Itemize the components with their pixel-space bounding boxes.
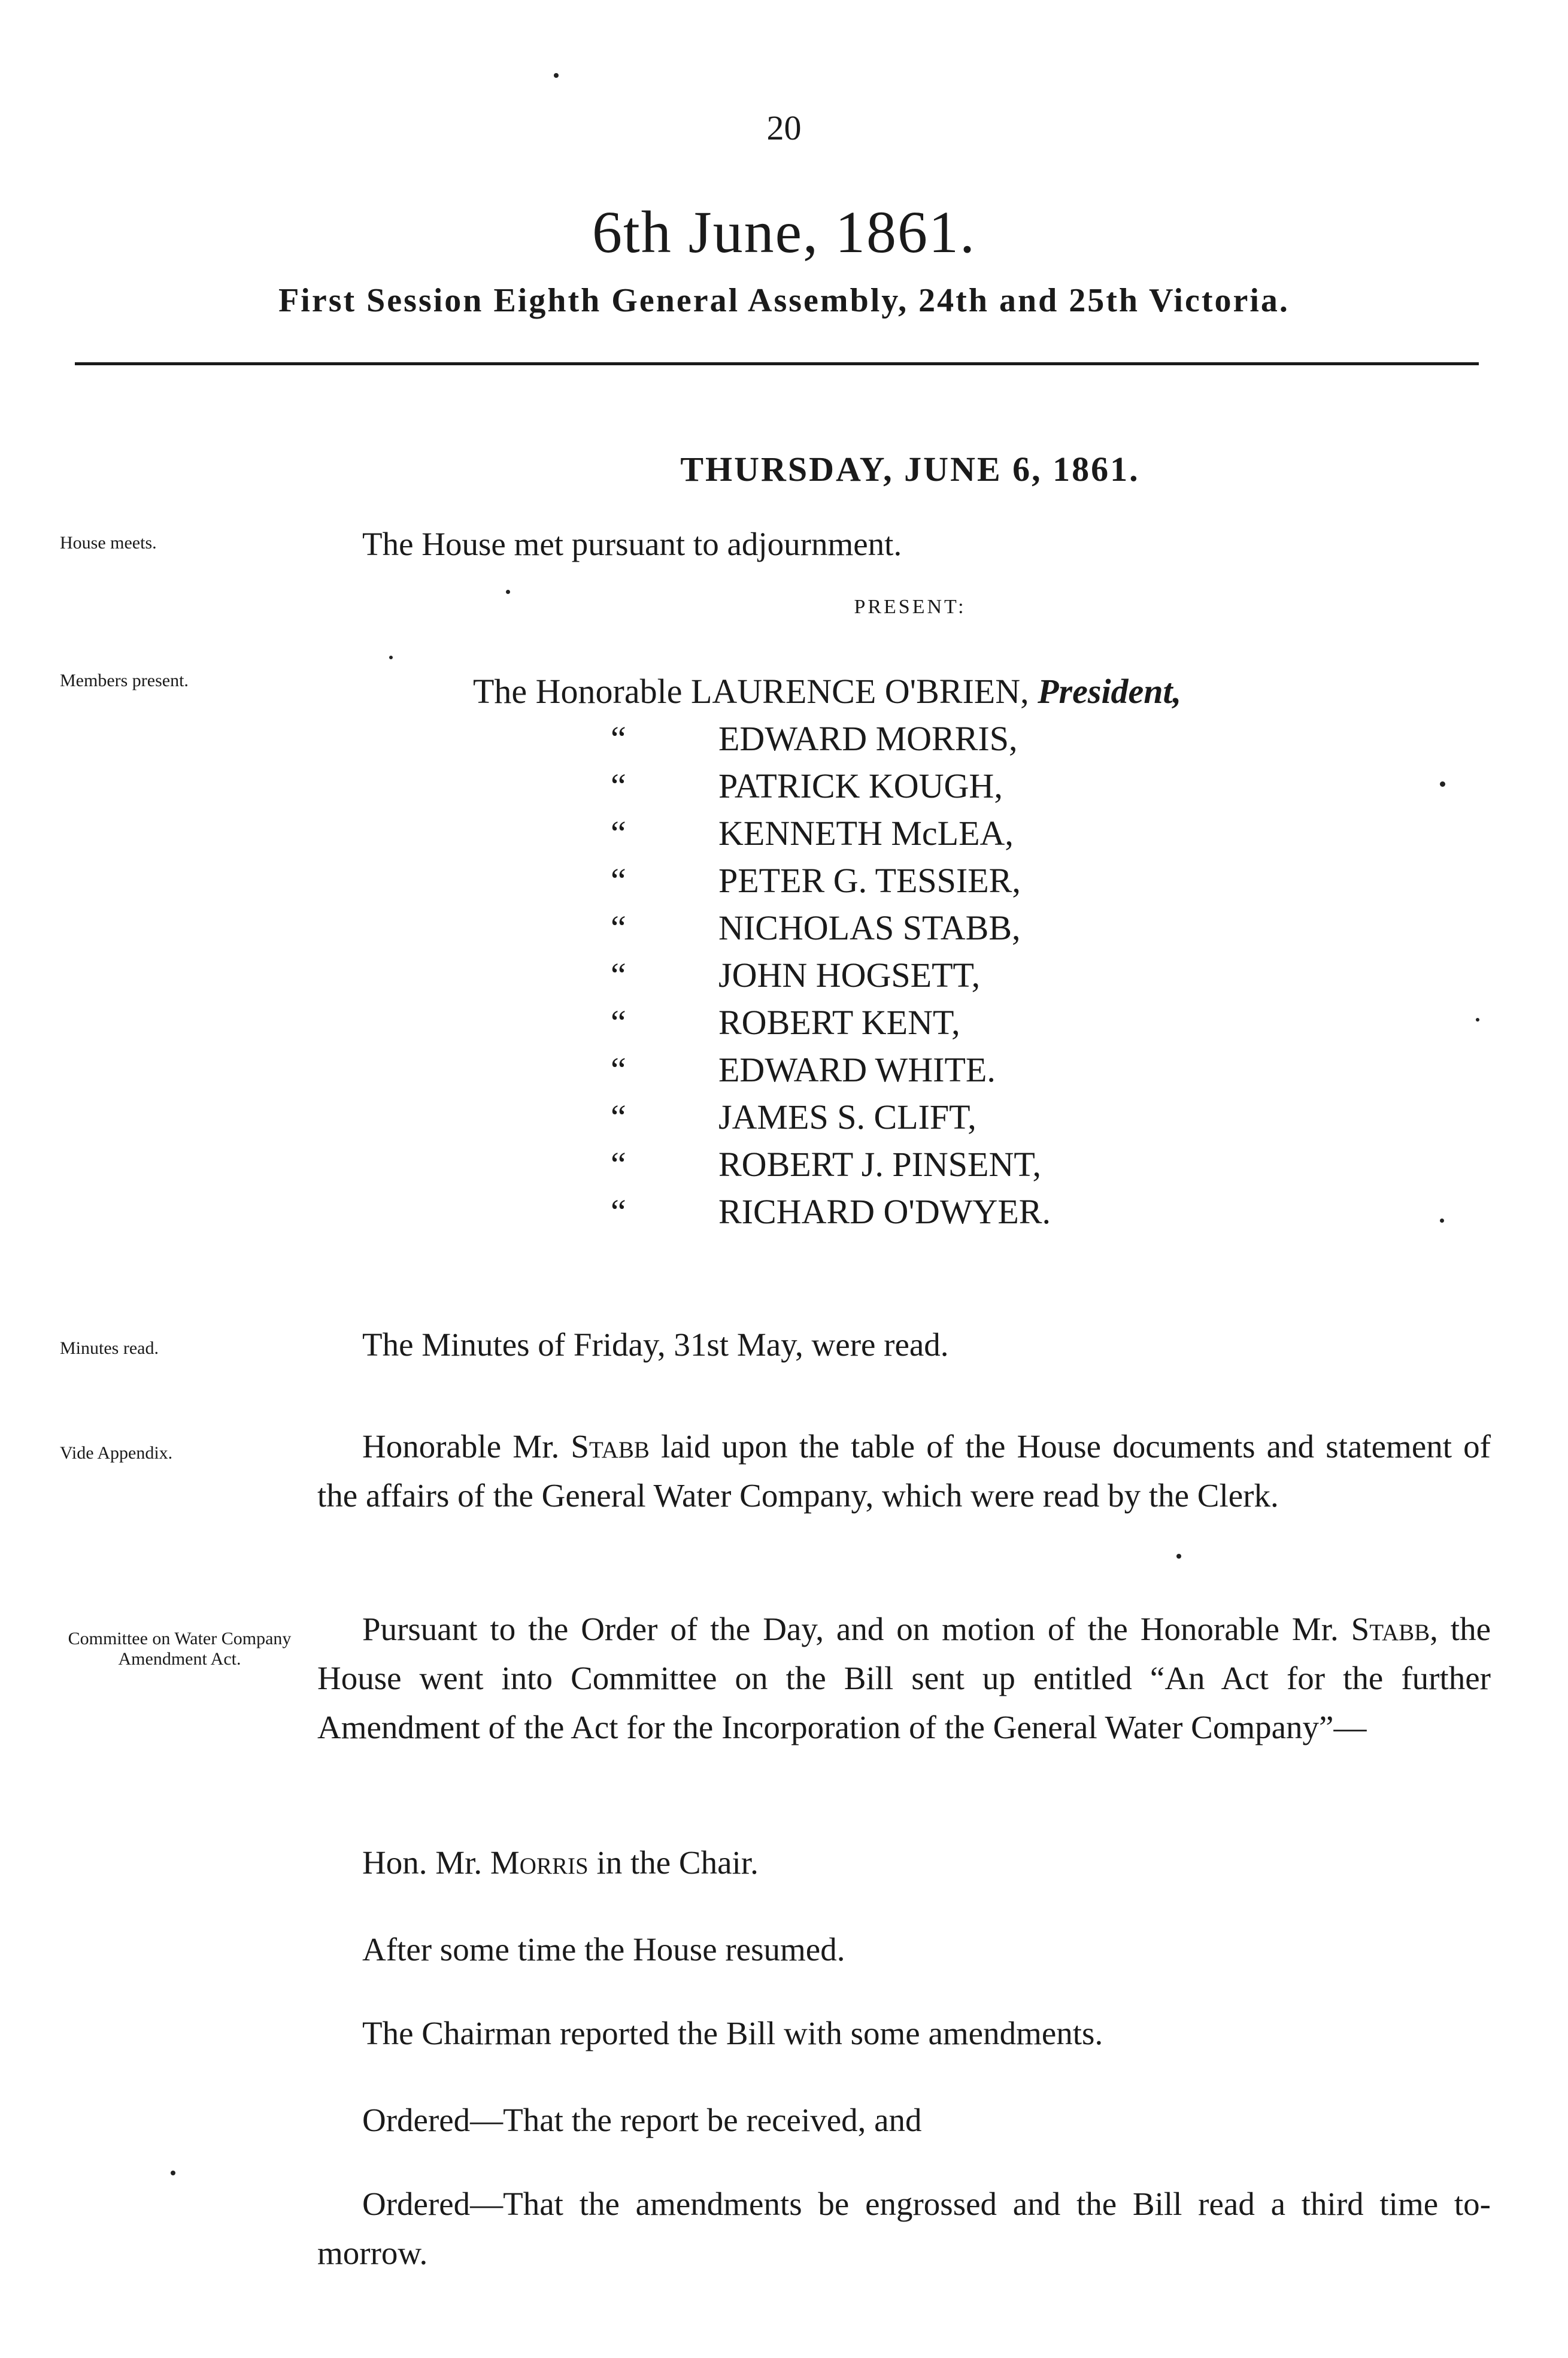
member-name: PATRICK KOUGH, bbox=[718, 766, 1003, 805]
member-row bbox=[473, 1046, 1491, 1093]
scan-speck bbox=[554, 73, 559, 78]
ditto-mark: “ bbox=[611, 861, 626, 900]
member-row bbox=[473, 762, 1491, 810]
member-row bbox=[473, 1093, 1491, 1141]
paragraph-ordered-report bbox=[317, 2096, 1491, 2145]
ordered-report-text: Ordered—That the report be received, and bbox=[362, 2102, 922, 2138]
member-row bbox=[473, 1188, 1491, 1235]
member-row bbox=[473, 715, 1491, 762]
scan-speck bbox=[1176, 1554, 1181, 1559]
chair-text-2: in the Chair. bbox=[588, 1844, 759, 1881]
member-row bbox=[473, 857, 1491, 904]
house-met-text: The House met pursuant to adjournment. bbox=[362, 526, 902, 562]
member-name: EDWARD WHITE. bbox=[718, 1050, 996, 1089]
pursuant-stabb-name: Stabb bbox=[1351, 1611, 1430, 1647]
ditto-mark: “ bbox=[611, 1192, 626, 1231]
ditto-mark: “ bbox=[611, 1003, 626, 1042]
scan-speck bbox=[1476, 1018, 1479, 1022]
scan-speck bbox=[506, 590, 510, 594]
member-row bbox=[473, 951, 1491, 999]
member-name: ROBERT KENT, bbox=[718, 1003, 960, 1042]
pursuant-text-2: , the House went into Committee on the Bill sent up entitled “An Act for the further Amendment of the Act for the Incorporation of the General Water Company”— bbox=[317, 1611, 1491, 1745]
page-number: 20 bbox=[766, 108, 802, 147]
member-name: JAMES S. CLIFT, bbox=[718, 1098, 976, 1136]
member-name: ROBERT J. PINSENT, bbox=[718, 1145, 1041, 1184]
member-name: EDWARD MORRIS, bbox=[718, 719, 1018, 758]
present-label: PRESENT: bbox=[854, 596, 966, 618]
reported-text: The Chairman reported the Bill with some amendments. bbox=[362, 2015, 1103, 2051]
margin-note-house-meets: House meets. bbox=[60, 533, 157, 553]
chair-text-1: Hon. Mr. bbox=[362, 1844, 490, 1881]
margin-note-committee-water: Committee on Water Company Amendment Act. bbox=[68, 1629, 292, 1669]
pursuant-text-1: Pursuant to the Order of the Day, and on motion of the Honorable Mr. bbox=[362, 1611, 1351, 1647]
heading-rule bbox=[75, 362, 1479, 365]
paragraph-minutes bbox=[317, 1320, 1491, 1369]
member-row bbox=[473, 1141, 1491, 1188]
member-row bbox=[473, 810, 1491, 857]
member-name: PETER G. TESSIER, bbox=[718, 861, 1021, 900]
member-row bbox=[473, 904, 1491, 951]
ditto-mark: “ bbox=[611, 1145, 626, 1184]
ditto-mark: “ bbox=[611, 956, 626, 995]
ditto-mark: “ bbox=[611, 766, 626, 805]
president-title: President, bbox=[1038, 672, 1182, 711]
scan-speck bbox=[171, 2171, 175, 2175]
ditto-mark: “ bbox=[611, 1098, 626, 1136]
margin-note-members-present: Members present. bbox=[60, 671, 189, 690]
stabb-name: Stabb bbox=[571, 1428, 650, 1465]
members-list bbox=[473, 668, 1491, 1235]
resumed-text: After some time the House resumed. bbox=[362, 1931, 845, 1968]
ordered-engrossed-text: Ordered—That the amendments be engrossed and the Bill read a third time to-morrow. bbox=[317, 2186, 1491, 2271]
scan-speck bbox=[389, 656, 393, 659]
scan-speck bbox=[1440, 781, 1445, 787]
member-name: KENNETH McLEA, bbox=[718, 814, 1014, 853]
paragraph-stabb-documents bbox=[317, 1422, 1491, 1520]
paragraph-reported bbox=[317, 2009, 1491, 2058]
session-heading: First Session Eighth General Assembly, 24th and 25th Victoria. bbox=[278, 282, 1290, 319]
paragraph-ordered-engrossed bbox=[317, 2180, 1491, 2278]
ditto-mark: “ bbox=[611, 908, 626, 947]
margin-note-minutes-read: Minutes read. bbox=[60, 1338, 159, 1358]
paragraph-house-met bbox=[317, 520, 1491, 569]
date-heading: 6th June, 1861. bbox=[592, 199, 976, 265]
margin-note-vide-appendix: Vide Appendix. bbox=[60, 1443, 173, 1463]
scan-speck bbox=[1440, 1219, 1444, 1223]
minutes-text: The Minutes of Friday, 31st May, were read. bbox=[362, 1326, 949, 1363]
member-name: RICHARD O'DWYER. bbox=[718, 1192, 1051, 1231]
member-name: NICHOLAS STABB, bbox=[718, 908, 1021, 947]
paragraph-pursuant bbox=[317, 1605, 1491, 1752]
president-prefix: The Honorable LAURENCE O'BRIEN, bbox=[473, 672, 1038, 711]
stabb-laid-text-1: Honorable Mr. bbox=[362, 1428, 571, 1465]
ditto-mark: “ bbox=[611, 814, 626, 853]
ditto-mark: “ bbox=[611, 719, 626, 758]
member-row bbox=[473, 999, 1491, 1046]
day-heading: THURSDAY, JUNE 6, 1861. bbox=[680, 450, 1140, 489]
ditto-mark: “ bbox=[611, 1050, 626, 1089]
stabb-laid-text-2: laid upon the table of the House documents and statement of the affairs of the General Water Company, which were read by the Clerk. bbox=[317, 1428, 1491, 1514]
paragraph-chair bbox=[317, 1838, 1491, 1887]
paragraph-resumed bbox=[317, 1925, 1491, 1974]
member-name: JOHN HOGSETT, bbox=[718, 956, 981, 995]
president-row bbox=[473, 668, 1491, 715]
chair-morris-name: Morris bbox=[490, 1844, 589, 1881]
